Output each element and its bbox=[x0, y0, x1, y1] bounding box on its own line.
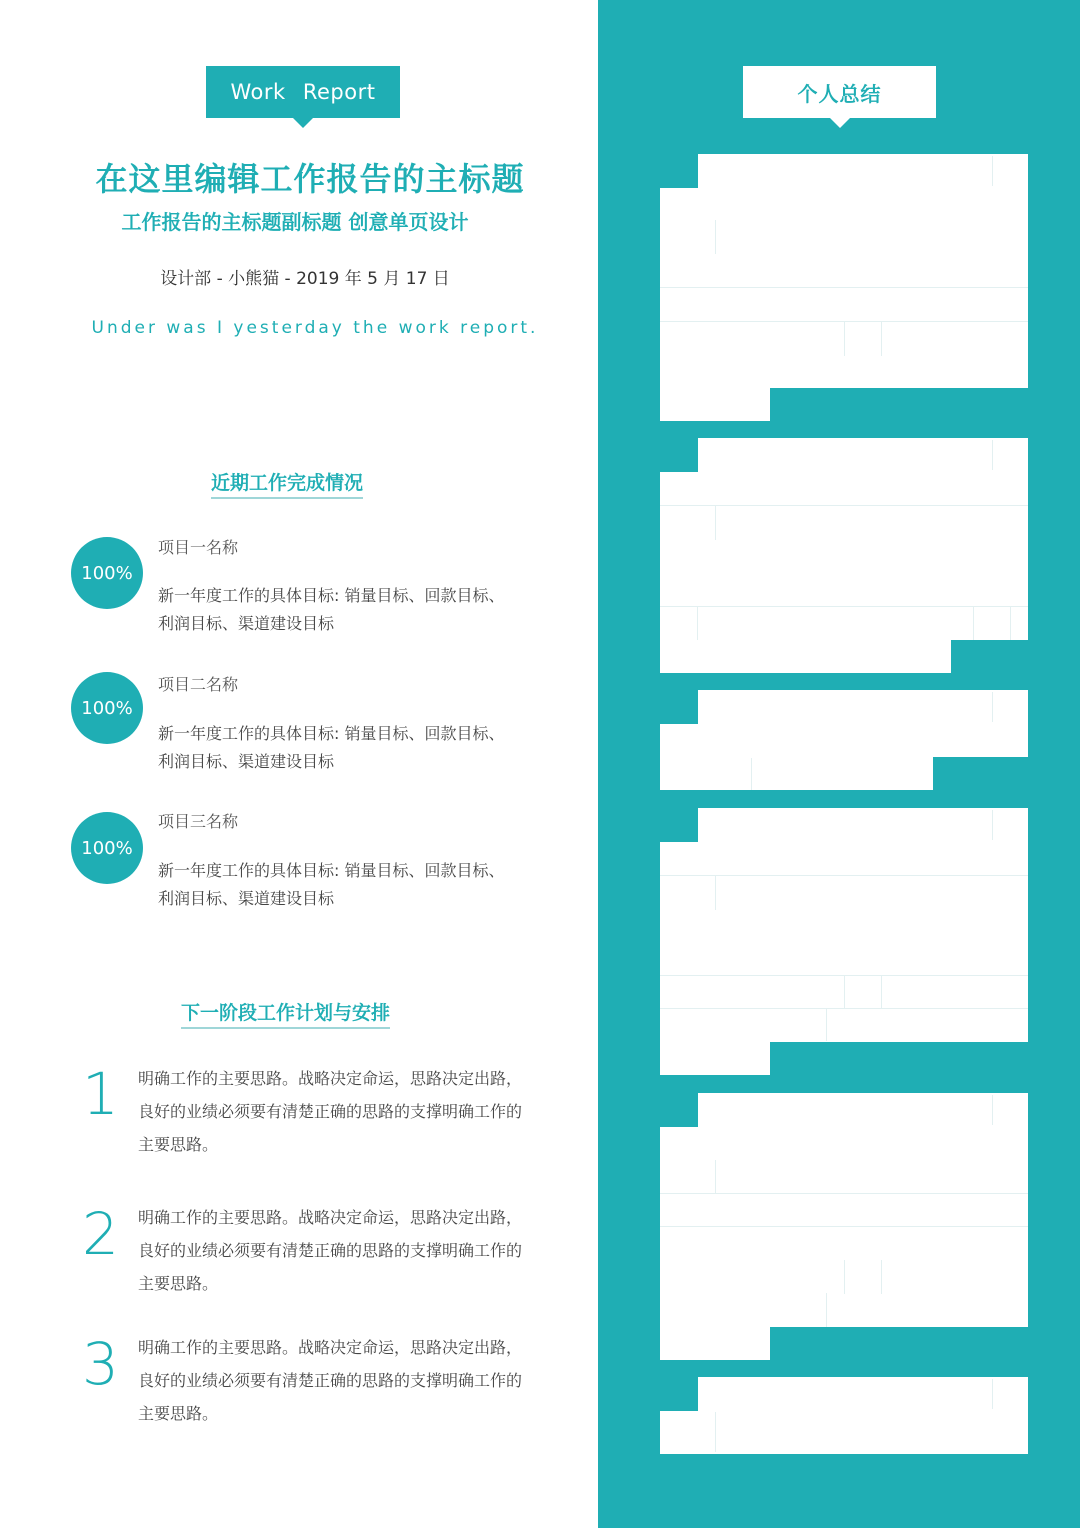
plan-section-title: 下一阶段工作计划与安排 bbox=[181, 998, 390, 1029]
progress-percent: 100% bbox=[81, 562, 133, 584]
summary-tag-label: 个人总结 bbox=[797, 81, 882, 106]
page-title: 在这里编辑工作报告的主标题 bbox=[95, 160, 525, 198]
progress-badge bbox=[71, 537, 143, 609]
project-name: 项目一名称 bbox=[158, 538, 239, 557]
progress-percent: 100% bbox=[81, 837, 133, 859]
work-report-tag bbox=[206, 66, 400, 118]
summary-tag bbox=[743, 66, 936, 118]
project-name: 项目二名称 bbox=[158, 675, 239, 694]
progress-badge bbox=[71, 812, 143, 884]
step-text: 明确工作的主要思路。战略决定命运，思路决定出路，良好的业绩必须要有清楚正确的思路的支撑明确工作的主要思路。 bbox=[138, 1208, 523, 1293]
step-number: 3 bbox=[82, 1330, 119, 1398]
progress-badge bbox=[71, 672, 143, 744]
step-number: 1 bbox=[82, 1060, 119, 1128]
english-tagline: Under was I yesterday the work report. bbox=[91, 318, 539, 338]
project-name: 项目三名称 bbox=[158, 812, 239, 831]
byline: 设计部 - 小熊猫 - 2019 年 5 月 17 日 bbox=[160, 269, 450, 289]
progress-section-title: 近期工作完成情况 bbox=[211, 468, 363, 499]
progress-percent: 100% bbox=[81, 697, 133, 719]
page-subtitle: 工作报告的主标题副标题 创意单页设计 bbox=[121, 210, 469, 234]
step-text: 明确工作的主要思路。战略决定命运，思路决定出路，良好的业绩必须要有清楚正确的思路的支撑明确工作的主要思路。 bbox=[138, 1069, 523, 1154]
project-description: 新一年度工作的具体目标: 销量目标、回款目标、利润目标、渠道建设目标 bbox=[158, 861, 505, 908]
step-text: 明确工作的主要思路。战略决定命运，思路决定出路，良好的业绩必须要有清楚正确的思路的支撑明确工作的主要思路。 bbox=[138, 1338, 523, 1423]
project-description: 新一年度工作的具体目标: 销量目标、回款目标、利润目标、渠道建设目标 bbox=[158, 724, 505, 771]
step-number: 2 bbox=[82, 1200, 119, 1268]
work-report-tag-label: Work Report bbox=[230, 80, 376, 104]
project-description: 新一年度工作的具体目标: 销量目标、回款目标、利润目标、渠道建设目标 bbox=[158, 586, 505, 633]
